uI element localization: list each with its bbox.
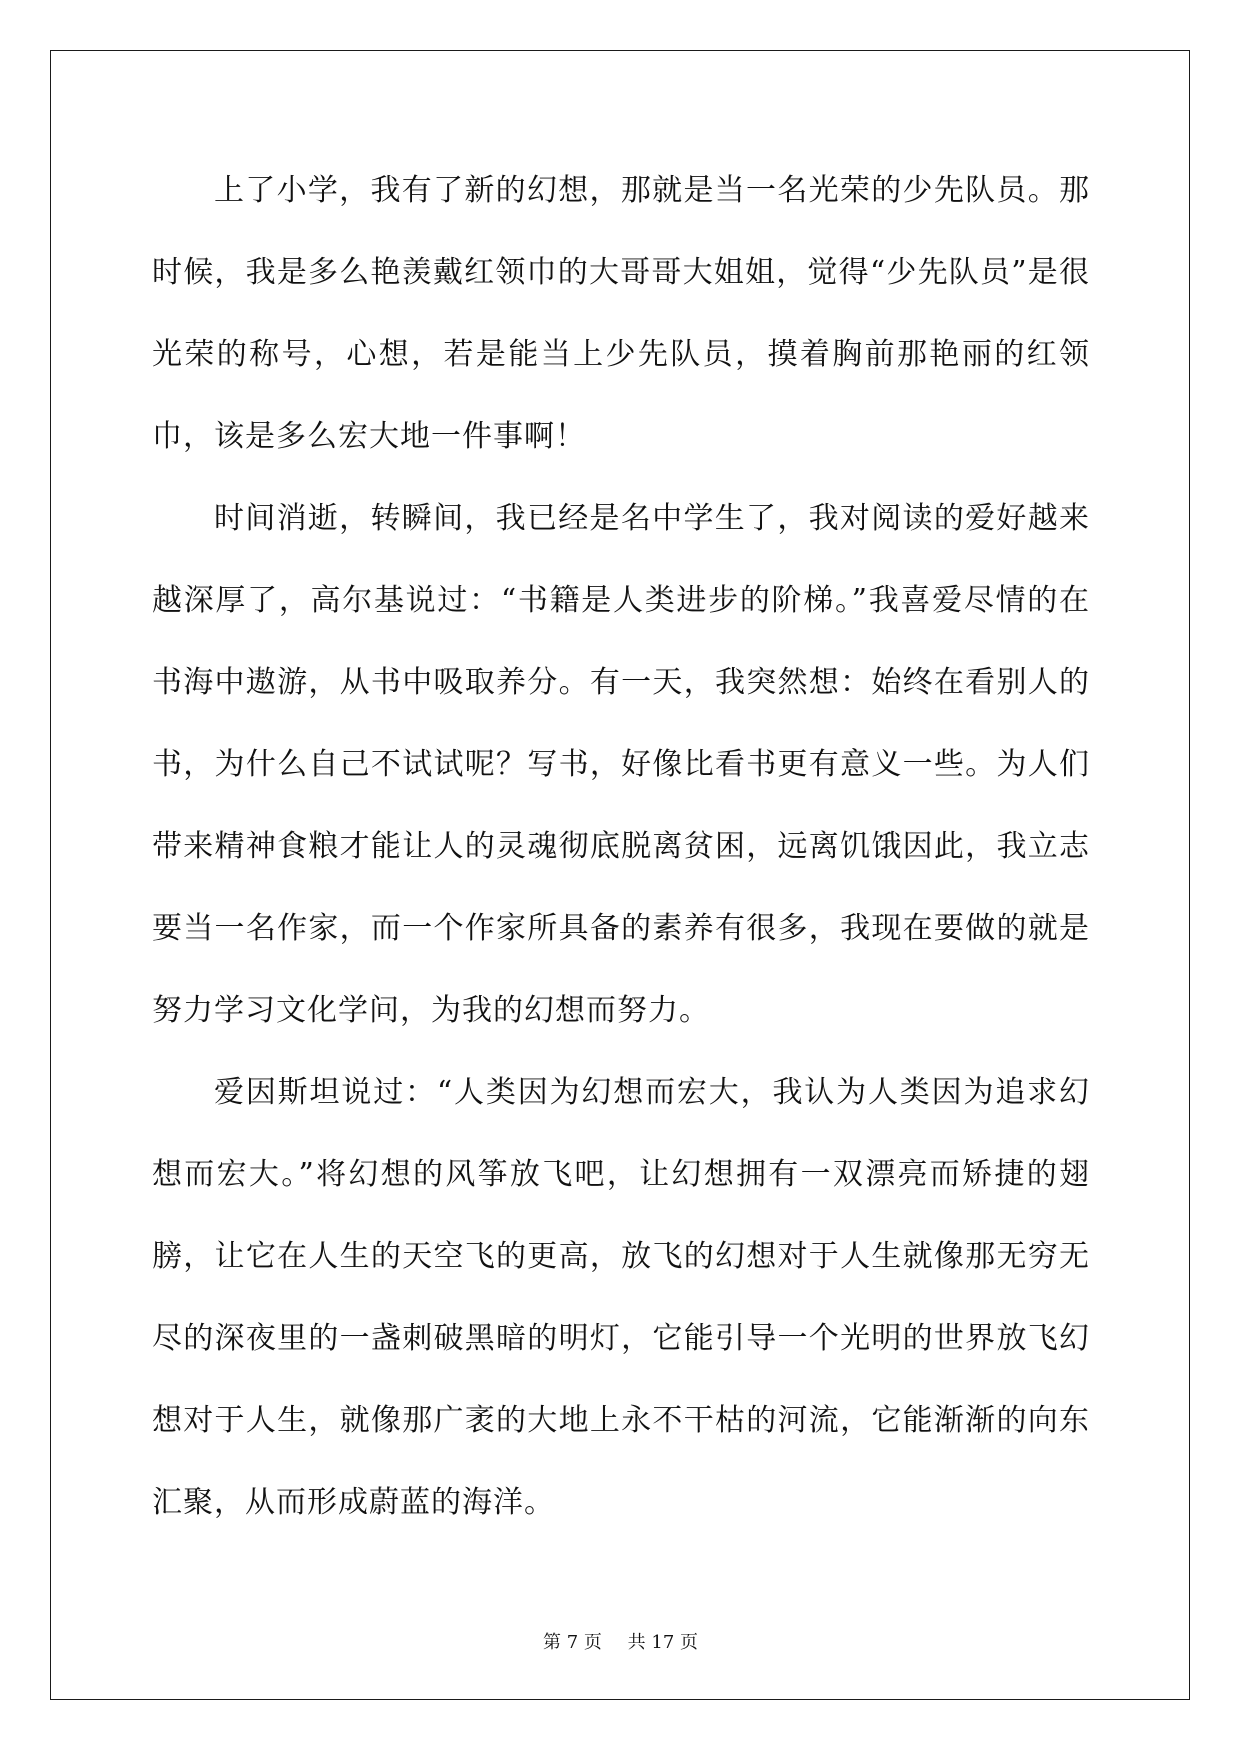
- page-total: 共 17 页: [627, 1632, 698, 1653]
- paragraph-1: 上了小学，我有了新的幻想，那就是当一名光荣的少先队员。那时候，我是多么艳羡戴红领巾的大哥哥大姐姐，觉得“少先队员”是很光荣的称号，心想，若是能当上少先队员，摸着胸前那艳丽的红领巾，该是多么宏大地一件事啊！: [152, 173, 1090, 454]
- paragraph-2: 时间消逝，转瞬间，我已经是名中学生了，我对阅读的爱好越来越深厚了，高尔基说过：“书籍是人类进步的阶梯。”我喜爱尽情的在书海中遨游，从书中吸取养分。有一天，我突然想：始终在看别人的书，为什么自己不试试呢？写书，好像比看书更有意义一些。为人们带来精神食粮才能让人的灵魂彻底脱离贫困，远离饥饿因此，我立志要当一名作家，而一个作家所具备的素养有很多，我现在要做的就是努力学习文化学问，为我的幻想而努力。: [152, 501, 1090, 1028]
- page-footer: [0, 1628, 1241, 1654]
- document-body: [152, 150, 1090, 1544]
- page-number: 第 7 页: [543, 1632, 602, 1653]
- paragraph-3: 爱因斯坦说过：“人类因为幻想而宏大，我认为人类因为追求幻想而宏大。”将幻想的风筝放飞吧，让幻想拥有一双漂亮而矫捷的翅膀，让它在人生的天空飞的更高，放飞的幻想对于人生就像那无穷无尽的深夜里的一盏刺破黑暗的明灯，它能引导一个光明的世界放飞幻想对于人生，就像那广袤的大地上永不干枯的河流，它能渐渐的向东汇聚，从而形成蔚蓝的海洋。: [152, 1075, 1090, 1520]
